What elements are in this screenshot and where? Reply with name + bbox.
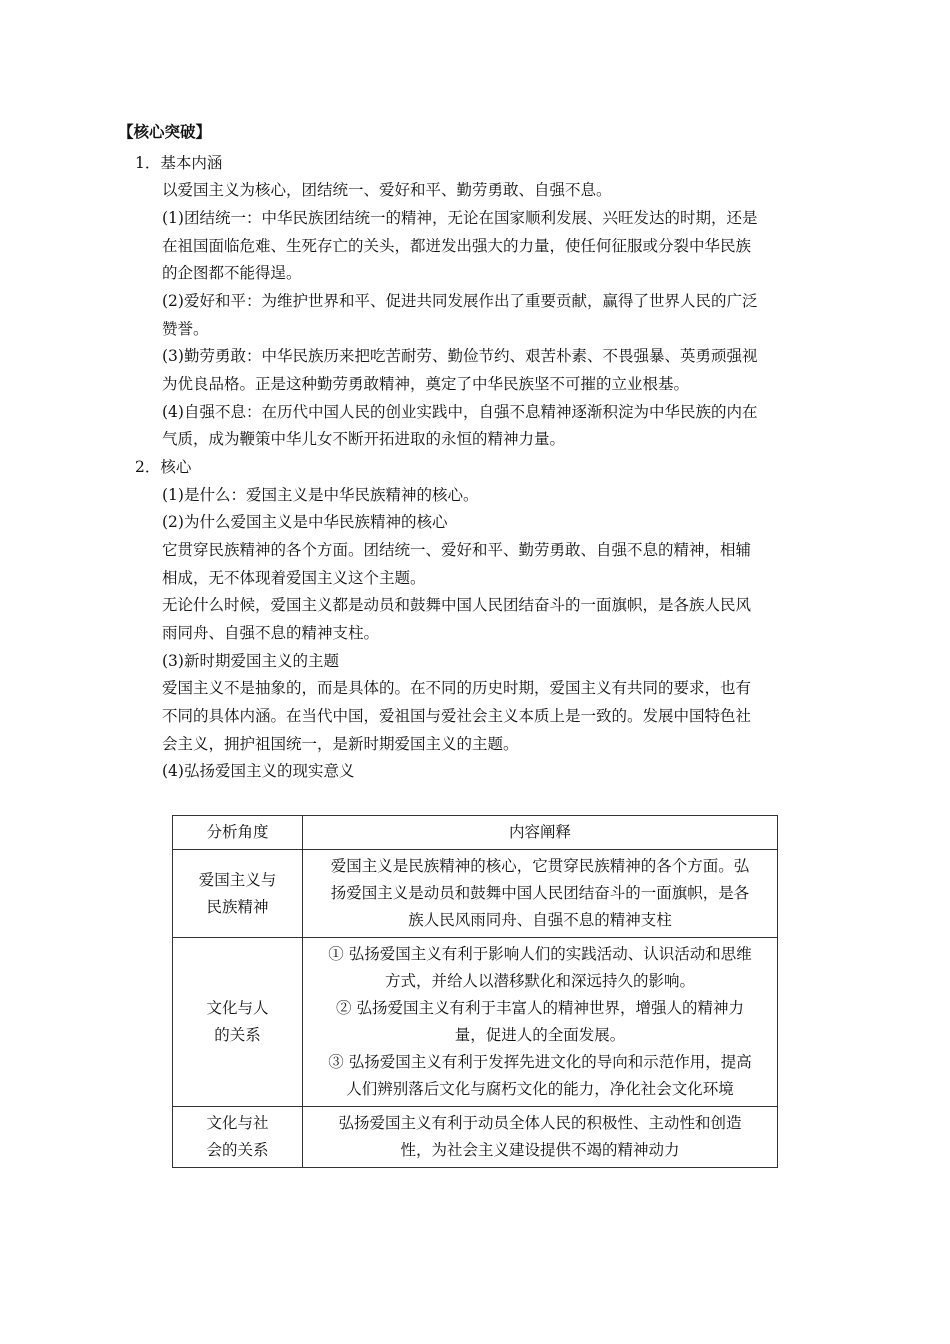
paragraph-line: 气质，成为鞭策中华儿女不断开拓进取的永恒的精神力量。 (162, 430, 566, 448)
section-title: 【核心突破】 (118, 122, 212, 141)
cell-line: 文化与人 (206, 999, 269, 1017)
paragraph-line: 无论什么时候，爱国主义都是动员和鼓舞中国人民团结奋斗的一面旗帜，是各族人民风 (162, 596, 752, 614)
paragraph-line: 的企图都不能得逞。 (162, 264, 302, 282)
paragraph-line: (2)爱好和平：为维护世界和平、促进共同发展作出了重要贡献，赢得了世界人民的广泛 (162, 292, 758, 310)
paragraph-line: 在祖国面临危难、生死存亡的关头，都迸发出强大的力量，使任何征服或分裂中华民族 (162, 237, 752, 255)
paragraph-line: 相成，无不体现着爱国主义这个主题。 (162, 569, 426, 587)
table-header-cell: 内容阐释 (303, 816, 778, 850)
basic-meaning-intro: 以爱国主义为核心，团结统一、爱好和平、勤劳勇敢、自强不息。 (162, 181, 612, 199)
cell-line: 族人民风雨同舟、自强不息的精神支柱 (408, 911, 672, 929)
table-header-row (173, 816, 778, 850)
cell-line: 性，为社会主义建设提供不竭的精神动力 (400, 1141, 680, 1159)
cell-line: 爱国主义与 (198, 870, 277, 889)
paragraph-line: 赞誉。 (162, 320, 209, 338)
paragraph-line: (3)勤劳勇敢：中华民族历来把吃苦耐劳、勤俭节约、艰苦朴素、不畏强暴、英勇顽强视 (162, 347, 758, 365)
cell-line: 扬爱国主义是动员和鼓舞中国人民团结奋斗的一面旗帜，是各 (330, 884, 750, 902)
paragraph-line: 雨同舟、自强不息的精神支柱。 (162, 624, 380, 642)
paragraph-line: (4)弘扬爱国主义的现实意义 (162, 762, 355, 780)
significance-table (172, 815, 778, 1168)
paragraph-line: (1)是什么：爱国主义是中华民族精神的核心。 (162, 486, 479, 504)
cell-line: 爱国主义是民族精神的核心，它贯穿民族精神的各个方面。弘 (330, 857, 750, 875)
paragraph-line: 会主义，拥护祖国统一，是新时期爱国主义的主题。 (162, 735, 519, 753)
cell-line: 的关系 (214, 1026, 261, 1044)
paragraph-line: (1)团结统一：中华民族团结统一的精神，无论在国家顺利发展、兴旺发达的时期，还是 (162, 209, 758, 227)
table-row (173, 850, 778, 938)
paragraph-line: 它贯穿民族精神的各个方面。团结统一、爱好和平、勤劳勇敢、自强不息的精神，相辅 (162, 541, 752, 559)
cell-line: 量，促进人的全面发展。 (454, 1026, 626, 1044)
table-cell-content (303, 850, 778, 938)
table-cell-angle (173, 850, 303, 938)
cell-line: 民族精神 (206, 897, 269, 916)
cell-line: ③ 弘扬爱国主义有利于发挥先进文化的导向和示范作用，提高 (328, 1053, 752, 1071)
paragraph-line: 爱国主义不是抽象的，而是具体的。在不同的历史时期，爱国主义有共同的要求，也有 (162, 679, 752, 697)
paragraph-line: 为优良品格。正是这种勤劳勇敢精神，奠定了中华民族坚不可摧的立业根基。 (162, 375, 690, 393)
table-cell-angle (173, 1107, 303, 1168)
cell-line: 会的关系 (206, 1141, 269, 1159)
cell-line: 方式，并给人以潜移默化和深远持久的影响。 (384, 972, 695, 990)
table-row (173, 938, 778, 1107)
heading-basic-meaning: 1．基本内涵 (135, 154, 223, 172)
table-cell-content (303, 938, 778, 1107)
cell-line: 弘扬爱国主义有利于动员全体人民的积极性、主动性和创造 (338, 1114, 742, 1132)
cell-line: ① 弘扬爱国主义有利于影响人们的实践活动、认识活动和思维 (328, 945, 752, 963)
paragraph-line: 不同的具体内涵。在当代中国，爱祖国与爱社会主义本质上是一致的。发展中国特色社 (162, 707, 752, 725)
cell-line: 人们辨别落后文化与腐朽文化的能力，净化社会文化环境 (346, 1080, 734, 1098)
paragraph-line: (3)新时期爱国主义的主题 (162, 652, 339, 670)
cell-line: 文化与社 (206, 1114, 269, 1132)
table-header-cell: 分析角度 (173, 816, 303, 850)
table-cell-angle (173, 938, 303, 1107)
table-cell-content (303, 1107, 778, 1168)
paragraph-line: (4)自强不息：在历代中国人民的创业实践中，自强不息精神逐渐积淀为中华民族的内在 (162, 403, 758, 421)
heading-core: 2．核心 (135, 458, 192, 476)
table-row (173, 1107, 778, 1168)
cell-line: ② 弘扬爱国主义有利于丰富人的精神世界，增强人的精神力 (336, 999, 744, 1017)
paragraph-line: (2)为什么爱国主义是中华民族精神的核心 (162, 513, 448, 531)
